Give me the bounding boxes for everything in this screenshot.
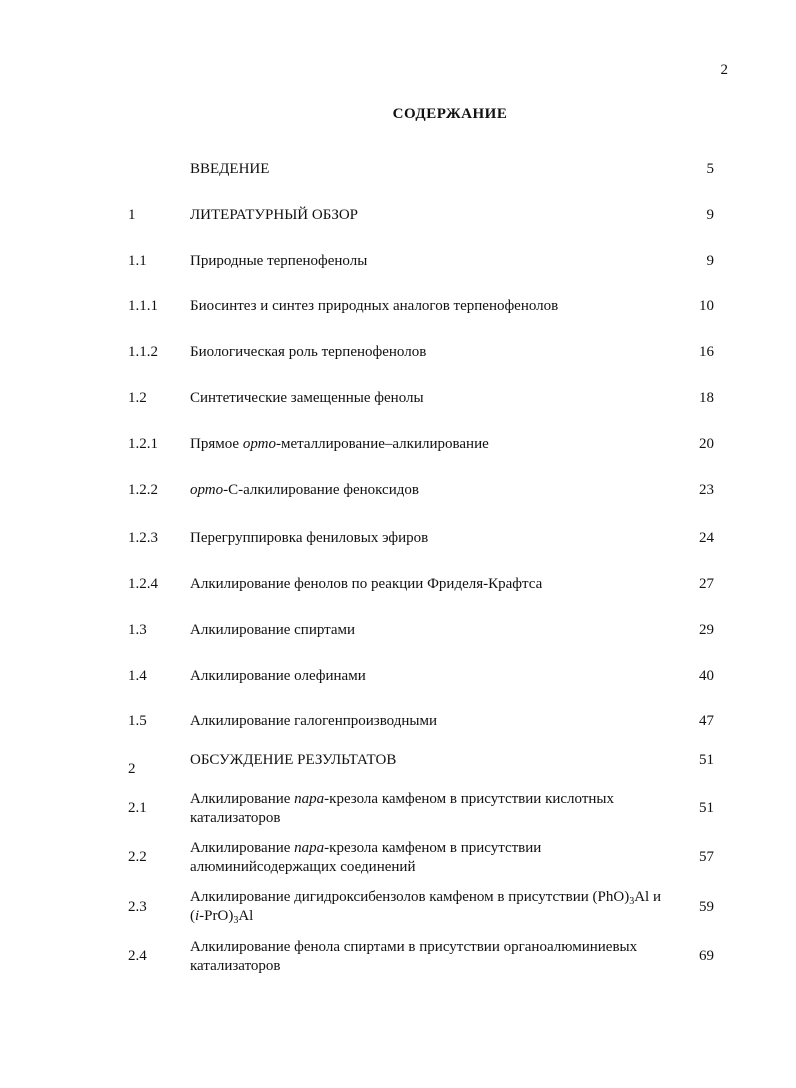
page-title: СОДЕРЖАНИЕ	[392, 106, 508, 122]
toc-page: 24	[699, 530, 714, 546]
toc-number: 2	[128, 761, 136, 777]
toc-title: Синтетические замещенные фенолы	[190, 390, 424, 406]
toc-number: 2.4	[128, 948, 147, 964]
toc-title: Биосинтез и синтез природных аналогов терпенофенолов	[190, 298, 559, 314]
toc-page: 18	[699, 390, 714, 406]
toc-page: 69	[699, 948, 714, 964]
toc-page: 23	[699, 482, 714, 498]
toc-page: 5	[706, 161, 714, 177]
page-number: 2	[720, 62, 728, 78]
toc-title: Природные терпенофенолы	[190, 253, 368, 269]
toc-number: 1.2.4	[128, 576, 158, 592]
toc-title: Перегруппировка фениловых эфиров	[190, 530, 429, 546]
toc-title: Биологическая роль терпенофенолов	[190, 344, 427, 360]
toc-title: Алкилирование олефинами	[190, 668, 366, 684]
toc-page: 27	[699, 576, 714, 592]
toc-page: 9	[706, 253, 714, 269]
toc-title: ЛИТЕРАТУРНЫЙ ОБЗОР	[190, 207, 359, 223]
toc-page: 10	[699, 298, 714, 314]
toc-page: 16	[699, 344, 714, 360]
toc-title: Алкилирование галогенпроизводными	[190, 713, 438, 729]
toc-number: 1.2.1	[128, 436, 158, 452]
toc-page: 59	[699, 899, 714, 915]
toc-title: Прямое орто-металлирование–алкилирование	[190, 436, 489, 452]
toc-number: 2.1	[128, 800, 147, 816]
toc-page: 47	[699, 713, 714, 729]
toc-number: 1.5	[128, 713, 147, 729]
toc-number: 1.2.3	[128, 530, 158, 546]
toc-page: 51	[699, 800, 714, 816]
toc-page: 9	[706, 207, 714, 223]
toc-page: 40	[699, 668, 714, 684]
toc-number: 1.1.1	[128, 298, 158, 314]
toc-page: 51	[699, 752, 714, 768]
toc-title: Алкилирование фенолов по реакции Фриделя-Крафтса	[190, 576, 543, 592]
toc-title: ВВЕДЕНИЕ	[190, 161, 270, 177]
toc-title: Алкилирование пара-крезола камфеном в присутствии кислотных катализаторов	[190, 791, 614, 826]
toc-number: 1.3	[128, 622, 147, 638]
toc-page: 29	[699, 622, 714, 638]
toc-number: 2.3	[128, 899, 147, 915]
toc-title: орто-С-алкилирование феноксидов	[190, 482, 419, 498]
toc-number: 1.4	[128, 668, 147, 684]
toc-title: Алкилирование фенола спиртами в присутствии органоалюминиевых катализаторов	[190, 939, 638, 974]
toc-number: 1.1.2	[128, 344, 158, 360]
toc-title: Алкилирование пара-крезола камфеном в присутствии алюминийсодержащих соединений	[190, 840, 542, 875]
toc-title: ОБСУЖДЕНИЕ РЕЗУЛЬТАТОВ	[190, 752, 397, 768]
toc-number: 1.2	[128, 390, 147, 406]
toc-number: 2.2	[128, 849, 147, 865]
toc-number: 1.2.2	[128, 482, 158, 498]
toc-page: 57	[699, 849, 714, 865]
toc-title: Алкилирование спиртами	[190, 622, 356, 638]
toc-number: 1	[128, 207, 136, 223]
toc-page: 20	[699, 436, 714, 452]
toc-title: Алкилирование дигидроксибензолов камфеном в присутствии $(PhO)_3Al$ и $(i-PrO)_3Al$	[190, 889, 661, 926]
toc-number: 1.1	[128, 253, 147, 269]
